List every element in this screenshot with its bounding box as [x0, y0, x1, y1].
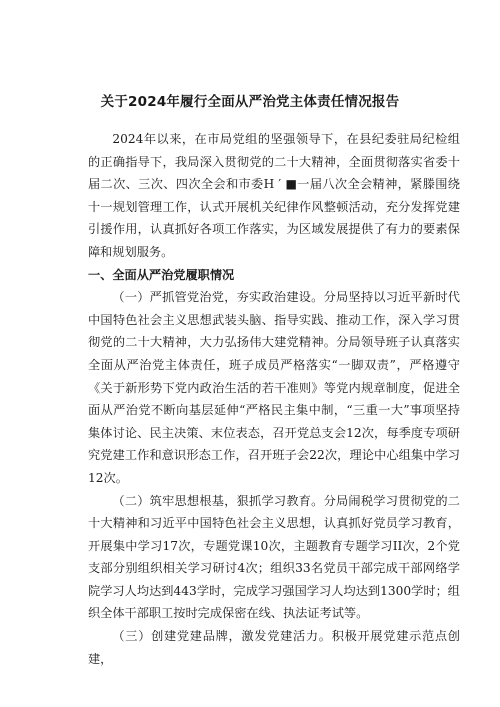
intro-paragraph: 2024年以来，在市局党组的坚强领导下，在县纪委驻局纪检组的正确指导下，我局深入贯彻党的二十大精神，全面贯彻落实省委十届二次、三次、四次全会和市委H ′ ■一届八次全会精神，紧滕围绕十一规划管理工作，认式开展机关纪律作风整顿活动，充分发挥党建引援作用，认真抓好各项工作落实，为区域发展提供了有力的要素保障和规划服务。 [88, 132, 460, 259]
document-body [88, 128, 460, 670]
paragraph-party-brand: （三）创建党建品牌，激发党建活力。积极开展党建示范点创建， [88, 629, 460, 666]
paragraph-study-education: （二）筑牢思想根基，狠抓学习教育。分局闹税学习贯彻党的二十大精神和习近平中国特色社会主义思想，认真抓好党员学习教育，开展集中学习17次，专题党课10次，主题教育专题学习II次，2个党支部分别组织相关学习研讨4次；组织33名党员干部完成干部网络学院学习人均达到443学时，完成学习强国学习人均达到1300学时；组织全体干部职工按时完成保密在线、执法证考试等。 [88, 493, 460, 621]
paragraph-political-building: （一）严抓管党治党，夯实政治建设。分局坚持以习近平新时代中国特色社会主义思想武装头脑、指导实践、推动工作，深入学习贯彻党的二十大精神，大力弘扬伟大建党精神。分局领导班子认真落实全面从严治党主体责任，班子成员严格落实“一脚双责”，严格遵守《关于新形势下党内政治生活的若干准则》等党内规章制度，促进全面从严治党不断向基层延伸“严格民主集中制，“三重一大”事项坚持集体讨论、民主决策、末位表态，召开党总支会12次，每季度专项研究党建工作和意识形态工作，召开班子会22次，理论中心组集中学习12次。 [88, 290, 460, 485]
document-title: 关于2024年履行全面从严治党主体责任情况报告 [100, 94, 400, 110]
section-heading: 一、全面从严治党履职情况 [88, 267, 235, 282]
